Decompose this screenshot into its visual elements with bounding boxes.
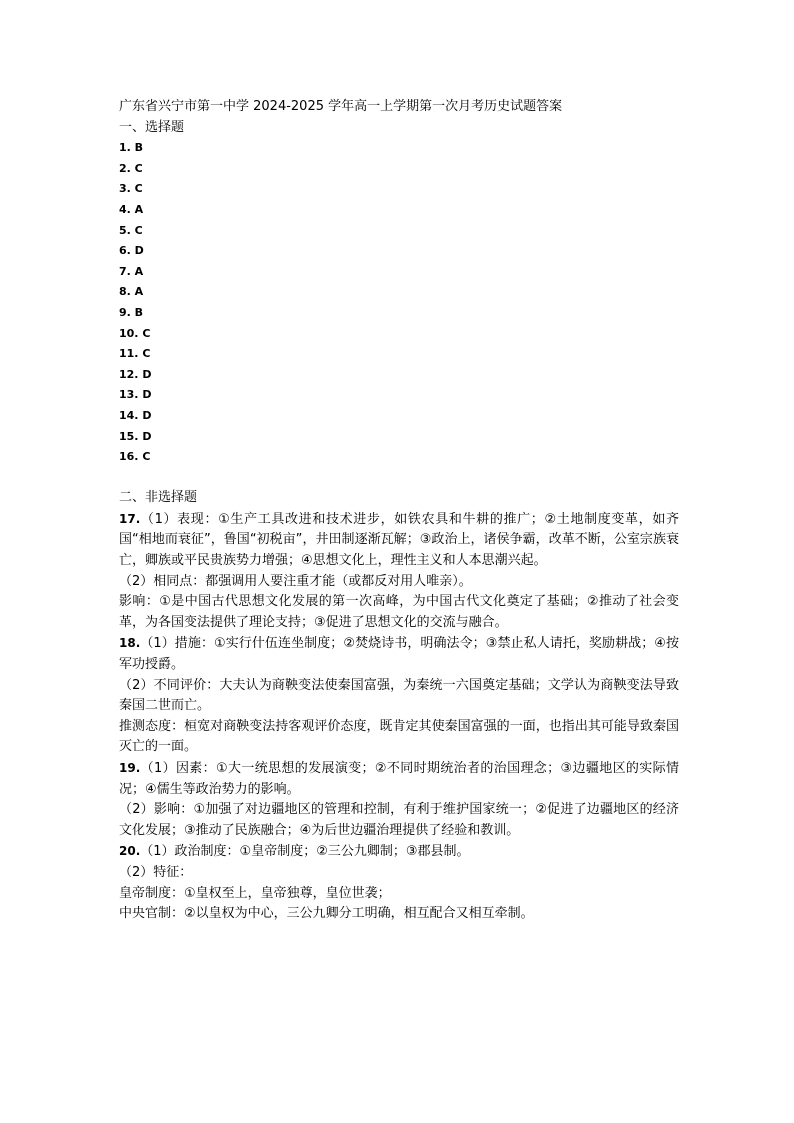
answer-item: 7. A bbox=[119, 264, 144, 278]
answer-item: 13. D bbox=[119, 388, 152, 402]
section-heading-choice: 一、选择题 bbox=[119, 119, 185, 135]
question-number: 20. bbox=[119, 844, 141, 859]
q17-part3: 影响：①是中国古代思想文化发展的第一次高峰，为中国古代文化奠定了基础；②推动了社会变革，为各国变法提供了理论支持；③促进了思想文化的交流与融合。 bbox=[119, 594, 679, 630]
answer-item: 1. B bbox=[119, 141, 144, 155]
answer-item: 15. D bbox=[119, 429, 152, 443]
answer-item: 2. C bbox=[119, 161, 143, 175]
answer-item: 9. B bbox=[119, 305, 144, 319]
q20-part1 bbox=[119, 841, 679, 863]
answer-item: 6. D bbox=[119, 244, 144, 258]
q19-part1-text: （1）因素：①大一统思想的发展演变；②不同时期统治者的治国理念；③边疆地区的实际情况；④儒生等政治势力的影响。 bbox=[119, 761, 679, 797]
answer-item: 14. D bbox=[119, 408, 152, 422]
document-title: 广东省兴宁市第一中学 2024-2025 学年高一上学期第一次月考历史试题答案 bbox=[119, 99, 563, 114]
q18-part3: 推测态度：桓宽对商鞅变法持客观评价态度，既肯定其使秦国富强的一面，也指出其可能导致秦国灭亡的一面。 bbox=[119, 718, 679, 755]
q19-part1 bbox=[119, 758, 679, 800]
answer-item: 16. C bbox=[119, 450, 151, 464]
question-number: 17. bbox=[119, 511, 141, 526]
answer-item: 4. A bbox=[119, 202, 144, 216]
q18-part1-text: （1）措施：①实行什伍连坐制度；②焚烧诗书，明确法令；③禁止私人请托，奖励耕战；④按军功授爵。 bbox=[119, 636, 679, 673]
q18-part2: （2）不同评价：大夫认为商鞅变法使秦国富强，为秦统一六国奠定基础；文学认为商鞅变法导致秦国二世而亡。 bbox=[119, 677, 679, 714]
choice-answer-list bbox=[119, 138, 679, 468]
q17-part2: （2）相同点：都强调用人要注重才能（或都反对用人唯亲）。 bbox=[119, 573, 472, 589]
blank-line bbox=[119, 468, 679, 489]
answer-item: 11. C bbox=[119, 347, 151, 361]
q17-part1 bbox=[119, 509, 679, 572]
answer-item: 3. C bbox=[119, 182, 143, 196]
q20-part4: 中央官制：②以皇权为中心，三公九卿分工明确，相互配合又相互牵制。 bbox=[119, 906, 534, 922]
q20-part2: （2）特征： bbox=[119, 864, 193, 880]
answer-item: 10. C bbox=[119, 326, 151, 340]
answer-document bbox=[119, 97, 679, 925]
question-number: 18. bbox=[119, 636, 141, 651]
answer-item: 8. A bbox=[119, 285, 144, 299]
section-heading-nonchoice: 二、非选择题 bbox=[119, 490, 198, 506]
q17-part1-text: （1）表现：①生产工具改进和技术进步，如铁农具和牛耕的推广；②土地制度变革，如齐国“相地而衰征”，鲁国“初税亩”，井田制逐渐瓦解；③政治上，诸侯争霸，改革不断，公室宗族衰亡，卿族或平民贵族势力增强；④思想文化上，理性主义和人本思潮兴起。 bbox=[119, 511, 679, 569]
q19-part2: （2）影响：①加强了对边疆地区的管理和控制，有利于维护国家统一；②促进了边疆地区的经济文化发展；③推动了民族融合；④为后世边疆治理提供了经验和教训。 bbox=[119, 802, 679, 838]
answer-item: 12. D bbox=[119, 367, 152, 381]
answer-item: 5. C bbox=[119, 223, 143, 237]
question-number: 19. bbox=[119, 761, 141, 775]
q20-part3: 皇帝制度：①皇权至上，皇帝独尊，皇位世袭； bbox=[119, 885, 391, 901]
q20-part1-text: （1）政治制度：①皇帝制度；②三公九卿制；③郡县制。 bbox=[140, 844, 470, 860]
q18-part1 bbox=[119, 633, 679, 675]
